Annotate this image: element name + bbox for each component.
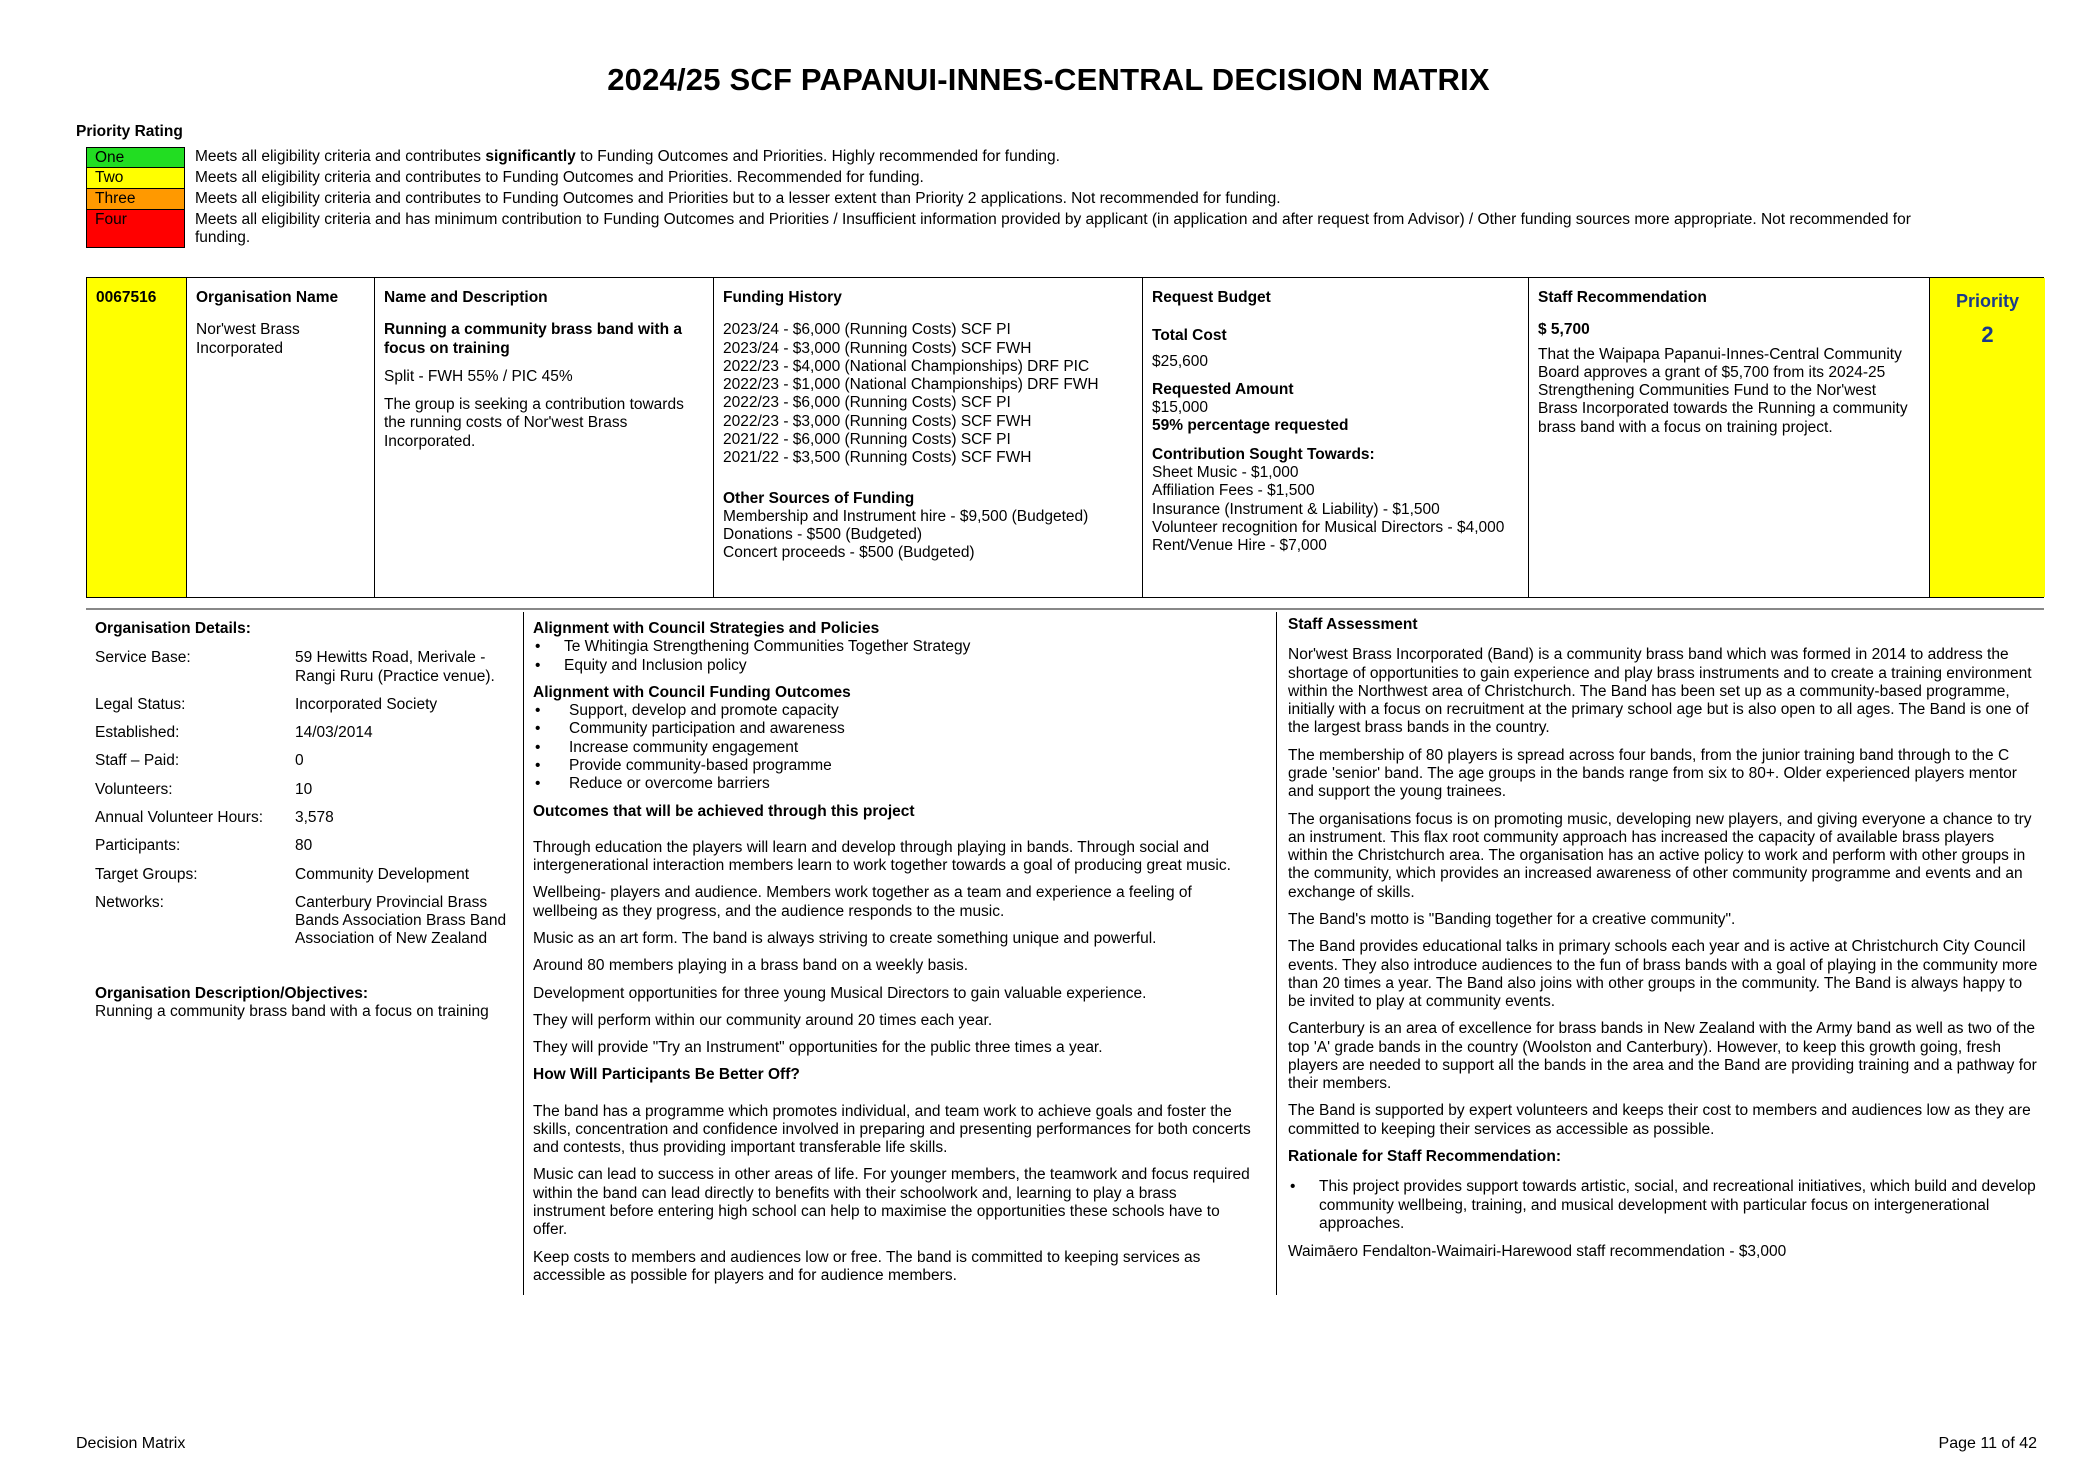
assessment-paragraph: The Band provides educational talks in primary schools each year and is active at Christchurch City Council events. They also introduce audiences to the fun of brass bands with a goal of playing in the community more than 20 times a year. The Band also joins with other groups in the community. The Band is always happy to be invited to play at community events. xyxy=(1288,938,2038,1011)
project-description: The group is seeking a contribution towards the running costs of Nor'west Brass Incorporated. xyxy=(384,396,684,450)
org-field-networks: Networks: Canterbury Provincial Brass Bands Association Brass Band Association of New Zealand xyxy=(95,893,507,948)
contribution-item: Sheet Music - $1,000 xyxy=(1152,463,1299,481)
total-cost-label: Total Cost xyxy=(1152,327,1227,345)
org-field-volunteers: Volunteers: 10 xyxy=(95,780,313,798)
other-board-recommendation: Waimāero Fendalton-Waimairi-Harewood staff recommendation - $3,000 xyxy=(1288,1243,1787,1261)
org-field-volunteer-hours: Annual Volunteer Hours: 3,578 xyxy=(95,808,334,826)
organisation-name-header: Organisation Name xyxy=(196,289,339,306)
organisation-details xyxy=(95,620,510,1021)
alignment-section xyxy=(533,620,1253,1294)
staff-recommendation-cell xyxy=(1529,278,1930,597)
requested-amount-label: Requested Amount xyxy=(1152,380,1294,398)
column-divider-right xyxy=(1276,612,1277,1295)
strategies-list xyxy=(533,638,1253,675)
application-table xyxy=(86,277,2044,598)
funding-history-item: 2022/23 - $1,000 (National Championships) DRF FWH xyxy=(723,376,1099,394)
better-off-paragraph: Music can lead to success in other areas of life. For younger members, the teamwork and focus required within the band can lead directly to benefits with their schoolwork and, learning to play a brass instrument before entering high school can help to maximise the opportunities these schools have to offer. xyxy=(533,1166,1250,1239)
funding-history-item: 2022/23 - $4,000 (National Championships) DRF PIC xyxy=(723,357,1090,375)
organisation-cell xyxy=(187,278,375,597)
staff-recommendation-header: Staff Recommendation xyxy=(1538,289,1707,306)
org-field-legal-status: Legal Status: Incorporated Society xyxy=(95,695,438,713)
legend-text-one: Meets all eligibility criteria and contributes significantly to Funding Outcomes and Priorities. Highly recommended for funding. xyxy=(195,148,1060,165)
funding-history-item: 2023/24 - $3,000 (Running Costs) SCF FWH xyxy=(723,339,1032,357)
funding-outcomes-heading: Alignment with Council Funding Outcomes xyxy=(533,683,851,701)
contribution-item: Rent/Venue Hire - $7,000 xyxy=(1152,537,1327,555)
legend-text-four: Meets all eligibility criteria and has minimum contribution to Funding Outcomes and Priorities / Insufficient information provided by applicant (in application and after request from Advisor) / Other funding sources more appropriate. Not recommended for funding. xyxy=(195,211,1911,246)
other-source-item: Membership and Instrument hire - $9,500 (Budgeted) xyxy=(723,507,1089,525)
request-budget-cell xyxy=(1143,278,1529,597)
project-name: Running a community brass band with a focus on training xyxy=(384,321,682,357)
better-off-paragraph: The band has a programme which promotes individual, and team work to achieve goals and foster the skills, concentration and confidence involved in preparing and presenting performances for both concerts and contests, thus providing important transferable life skills. xyxy=(533,1102,1251,1157)
better-off-heading: How Will Participants Be Better Off? xyxy=(533,1066,800,1084)
legend-row-four xyxy=(86,210,1986,248)
footer-left: Decision Matrix xyxy=(76,1435,186,1452)
name-description-header: Name and Description xyxy=(384,289,548,306)
staff-recommendation-amount: $ 5,700 xyxy=(1538,321,1590,339)
project-outcomes-heading: Outcomes that will be achieved through this project xyxy=(533,802,915,820)
project-outcome-paragraph: Music as an art form. The band is always striving to create something unique and powerful. xyxy=(533,929,1157,947)
assessment-paragraph: Canterbury is an area of excellence for brass bands in New Zealand with the Army band as well as two of the top 'A' grade bands in the country (Woolston and Canterbury). However, to keep this growth going, fresh players are needed to support all the bands in the area and the Band are providing training and a pathway for their members. xyxy=(1288,1020,2037,1093)
priority-swatch-four: Four xyxy=(86,210,185,248)
funding-outcome-item: • Provide community-based programme xyxy=(533,757,1253,775)
priority-swatch-one: One xyxy=(86,147,185,168)
org-field-staff-paid: Staff – Paid: 0 xyxy=(95,752,304,770)
staff-assessment-section xyxy=(1288,616,2038,1270)
org-field-target-groups: Target Groups: Community Development xyxy=(95,865,470,883)
funding-outcome-item: • Support, develop and promote capacity xyxy=(533,702,1253,720)
org-field-participants: Participants: 80 xyxy=(95,837,313,855)
project-outcome-paragraph: Around 80 members playing in a brass band on a weekly basis. xyxy=(533,957,969,975)
project-outcome-paragraph: Through education the players will learn and develop through playing in bands. Through social and intergenerational interaction members learn to work together towards a goal of producing great music. xyxy=(533,838,1231,875)
project-outcome-paragraph: They will perform within our community around 20 times each year. xyxy=(533,1011,993,1029)
contribution-item: Volunteer recognition for Musical Directors - $4,000 xyxy=(1152,518,1505,536)
project-outcome-paragraph: Development opportunities for three young Musical Directors to gain valuable experience. xyxy=(533,984,1147,1002)
total-cost-value: $25,600 xyxy=(1152,352,1209,370)
priority-header: Priority xyxy=(1955,291,2020,311)
funding-history-item: 2022/23 - $6,000 (Running Costs) SCF PI xyxy=(723,394,1011,412)
funding-history-cell xyxy=(714,278,1143,597)
assessment-paragraph: Nor'west Brass Incorporated (Band) is a community brass band which was formed in 2014 to address the shortage of opportunities to gain experience and play brass instruments and to create a training environment within the Northwest area of Christchurch. The Band has been set up as a community-based programme, initially with a focus on recruitment at the primary school age but is also open to all ages. The Band is one of the largest brass bands in the country. xyxy=(1288,646,2032,737)
better-off-paragraph: Keep costs to members and audiences low or free. The band is committed to keeping services as accessible as possible for players and for audience members. xyxy=(533,1248,1201,1284)
contribution-item: Affiliation Fees - $1,500 xyxy=(1152,482,1315,500)
organisation-name: Nor'west Brass Incorporated xyxy=(196,321,300,357)
staff-assessment-heading: Staff Assessment xyxy=(1288,616,1418,633)
page-title: 2024/25 SCF PAPANUI-INNES-CENTRAL DECISION MATRIX xyxy=(607,62,1490,97)
funding-history-item: 2021/22 - $3,500 (Running Costs) SCF FWH xyxy=(723,449,1032,467)
legend-row-two xyxy=(86,168,1986,189)
strategy-item: • Te Whitingia Strengthening Communities Together Strategy xyxy=(533,638,1253,656)
contribution-item: Insurance (Instrument & Liability) - $1,500 xyxy=(1152,500,1440,518)
requested-amount-value: $15,000 xyxy=(1152,399,1209,417)
org-field-service-base: Service Base: 59 Hewitts Road, Merivale - Rangi Ruru (Practice venue). xyxy=(95,649,495,685)
funding-outcomes-list xyxy=(533,702,1253,793)
assessment-paragraph: The Band's motto is "Banding together for a creative community". xyxy=(1288,910,1736,928)
funding-outcome-item: • Community participation and awareness xyxy=(533,720,1253,738)
strategy-item: • Equity and Inclusion policy xyxy=(533,657,1253,675)
staff-recommendation-text: That the Waipapa Papanui-Innes-Central Community Board approves a grant of $5,700 from its 2024-25 Strengthening Communities Fund to the Nor'west Brass Incorporated towards the Running a community brass band with a focus on training project. xyxy=(1538,345,1908,436)
other-sources-header: Other Sources of Funding xyxy=(723,489,915,507)
section-divider xyxy=(86,608,2044,610)
funding-outcome-item: • Reduce or overcome barriers xyxy=(533,775,1253,793)
funding-history-item: 2023/24 - $6,000 (Running Costs) SCF PI xyxy=(723,321,1011,339)
org-objectives-heading: Organisation Description/Objectives: xyxy=(95,984,369,1002)
rationale-heading: Rationale for Staff Recommendation: xyxy=(1288,1148,1561,1166)
funding-history-item: 2022/23 - $3,000 (Running Costs) SCF FWH xyxy=(723,412,1032,430)
priority-swatch-three: Three xyxy=(86,189,185,210)
assessment-paragraph: The membership of 80 players is spread across four bands, from the junior training band through to the C grade 'senior' band. The age groups in the bands range from six to 80+. Older experienced players mentor and support the young trainees. xyxy=(1288,746,2017,801)
contribution-label: Contribution Sought Towards: xyxy=(1152,445,1375,463)
funding-outcome-item: • Increase community engagement xyxy=(533,739,1253,757)
rationale-item: • This project provides support towards artistic, social, and recreational initiatives, which build and develop community wellbeing, training, and musical development with particular focus on intergenerational approaches. xyxy=(1288,1178,2038,1233)
org-field-established: Established: 14/03/2014 xyxy=(95,724,373,742)
project-outcome-paragraph: They will provide "Try an Instrument" opportunities for the public three times a year. xyxy=(533,1039,1103,1057)
priority-cell xyxy=(1930,278,2045,597)
legend-text-three: Meets all eligibility criteria and contributes to Funding Outcomes and Priorities but to a lesser extent than Priority 2 applications. Not recommended for funding. xyxy=(195,190,1281,207)
page-number: Page 11 of 42 xyxy=(1938,1435,2037,1452)
priority-value: 2 xyxy=(1981,322,1994,348)
org-details-heading: Organisation Details: xyxy=(95,620,251,637)
other-source-item: Concert proceeds - $500 (Budgeted) xyxy=(723,544,975,562)
priority-legend xyxy=(86,147,1986,248)
funding-history-header: Funding History xyxy=(723,289,842,306)
percent-requested: 59% percentage requested xyxy=(1152,417,1349,435)
priority-swatch-two: Two xyxy=(86,168,185,189)
priority-rating-heading: Priority Rating xyxy=(76,123,183,140)
application-id-cell xyxy=(87,278,187,597)
other-source-item: Donations - $500 (Budgeted) xyxy=(723,526,923,544)
funding-split: Split - FWH 55% / PIC 45% xyxy=(384,367,573,385)
column-divider-left xyxy=(523,612,524,1295)
project-outcome-paragraph: Wellbeing- players and audience. Members work together as a team and experience a feeling of wellbeing as they progress, and the audience responds to the music. xyxy=(533,884,1192,920)
legend-row-one xyxy=(86,147,1986,168)
legend-row-three xyxy=(86,189,1986,210)
strategies-heading: Alignment with Council Strategies and Policies xyxy=(533,620,880,637)
assessment-paragraph: The Band is supported by expert volunteers and keeps their cost to members and audiences low as they are committed to keeping their services as accessible as possible. xyxy=(1288,1102,2031,1138)
assessment-paragraph: The organisations focus is on promoting music, developing new players, and giving everyone a chance to try an instrument. This flax root community approach has increased the capacity of available brass players within the Christchurch area. The organisation has an active policy to work and perform with other groups in the community, which provides an increased awareness of other community programme and events and an exchange of skills. xyxy=(1288,810,2032,901)
rationale-list xyxy=(1288,1178,2038,1233)
legend-text-two: Meets all eligibility criteria and contributes to Funding Outcomes and Priorities. Recommended for funding. xyxy=(195,169,924,186)
request-budget-header: Request Budget xyxy=(1152,289,1271,306)
org-objectives-text: Running a community brass band with a focus on training xyxy=(95,1002,489,1020)
description-cell xyxy=(375,278,714,597)
funding-history-item: 2021/22 - $6,000 (Running Costs) SCF PI xyxy=(723,430,1011,448)
application-id: 0067516 xyxy=(96,289,157,306)
